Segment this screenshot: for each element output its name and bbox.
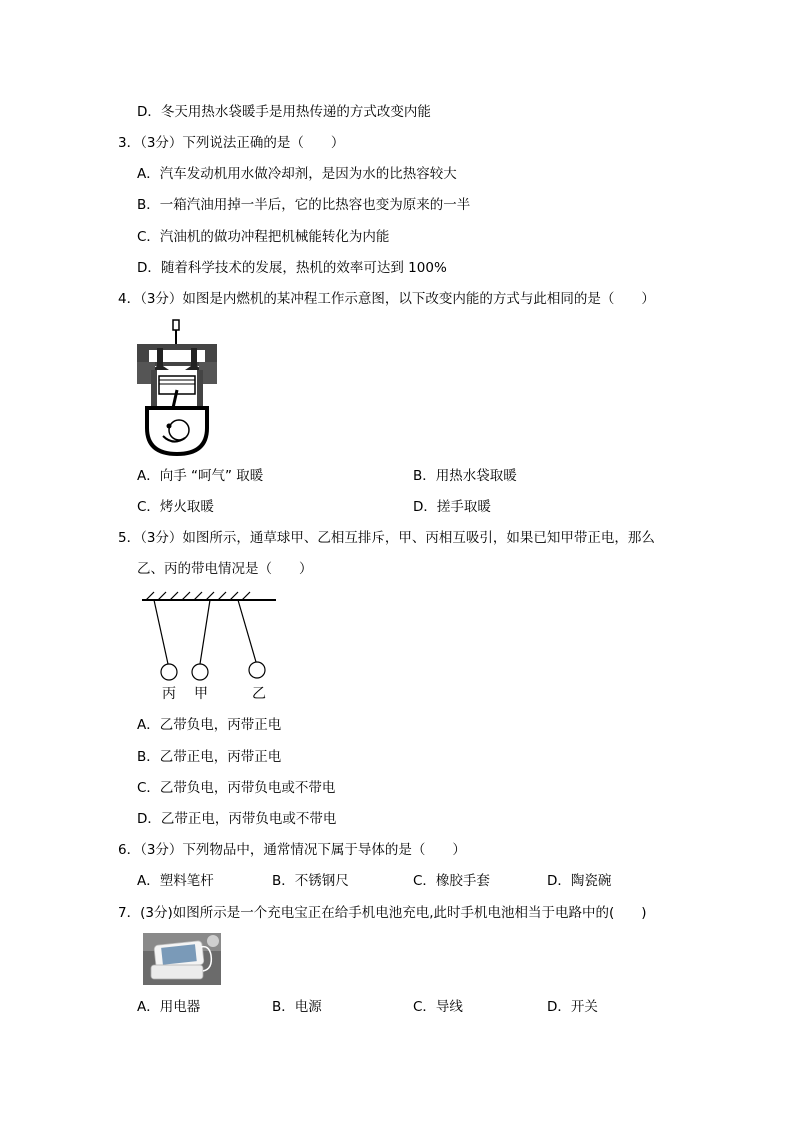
label-bing: 丙 bbox=[162, 686, 176, 702]
ball-bing bbox=[161, 664, 177, 680]
q5-option-b: B．乙带正电，丙带正电 bbox=[137, 749, 282, 765]
power-bank-photo bbox=[143, 933, 221, 985]
q5-stem-line1: 5．（3分）如图所示，通草球甲、乙相互排斥，甲、丙相互吸引，如果已知甲带正电，那么 bbox=[118, 530, 655, 546]
q4-option-b: B．用热水袋取暖 bbox=[413, 468, 517, 484]
q7-option-d: D．开关 bbox=[547, 999, 598, 1015]
q2-option-d: D．冬天用热水袋暖手是用热传递的方式改变内能 bbox=[137, 104, 431, 120]
q6-option-a: A．塑料笔杆 bbox=[137, 873, 214, 889]
q3-stem: 3．（3分）下列说法正确的是（ ） bbox=[118, 135, 345, 151]
q4-option-c: C．烤火取暖 bbox=[137, 499, 214, 515]
label-yi: 乙 bbox=[252, 686, 266, 702]
q5-option-a: A．乙带负电，丙带正电 bbox=[137, 717, 282, 733]
ball-yi bbox=[249, 662, 265, 678]
q6-option-d: D．陶瓷碗 bbox=[547, 873, 612, 889]
q3-option-d: D．随着科学技术的发展，热机的效率可达到 100% bbox=[137, 260, 447, 276]
q3-option-a: A．汽车发动机用水做冷却剂，是因为水的比热容较大 bbox=[137, 166, 457, 182]
q3-option-b: B．一箱汽油用掉一半后，它的比热容也变为原来的一半 bbox=[137, 197, 471, 213]
ball-jia bbox=[192, 664, 208, 680]
q6-option-c: C．橡胶手套 bbox=[413, 873, 490, 889]
q3-option-c: C．汽油机的做功冲程把机械能转化为内能 bbox=[137, 229, 390, 245]
label-jia: 甲 bbox=[194, 686, 208, 702]
q7-option-b: B．电源 bbox=[272, 999, 322, 1015]
q7-stem: 7．(3分)如图所示是一个充电宝正在给手机电池充电,此时手机电池相当于电路中的( ) bbox=[118, 905, 647, 921]
q7-option-a: A．用电器 bbox=[137, 999, 201, 1015]
engine-stroke-diagram bbox=[133, 318, 223, 458]
q4-option-a: A．向手 “呵气” 取暖 bbox=[137, 468, 264, 484]
q5-option-c: C．乙带负电，丙带负电或不带电 bbox=[137, 780, 336, 796]
q4-stem: 4．（3分）如图是内燃机的某冲程工作示意图，以下改变内能的方式与此相同的是（ ） bbox=[118, 291, 655, 307]
q5-stem-line2: 乙、丙的带电情况是（ ） bbox=[137, 561, 313, 577]
q5-option-d: D．乙带正电，丙带负电或不带电 bbox=[137, 811, 337, 827]
q7-option-c: C．导线 bbox=[413, 999, 463, 1015]
q6-option-b: B．不锈钢尺 bbox=[272, 873, 349, 889]
q6-stem: 6．（3分）下列物品中，通常情况下属于导体的是（ ） bbox=[118, 842, 466, 858]
q4-option-d: D．搓手取暖 bbox=[413, 499, 491, 515]
